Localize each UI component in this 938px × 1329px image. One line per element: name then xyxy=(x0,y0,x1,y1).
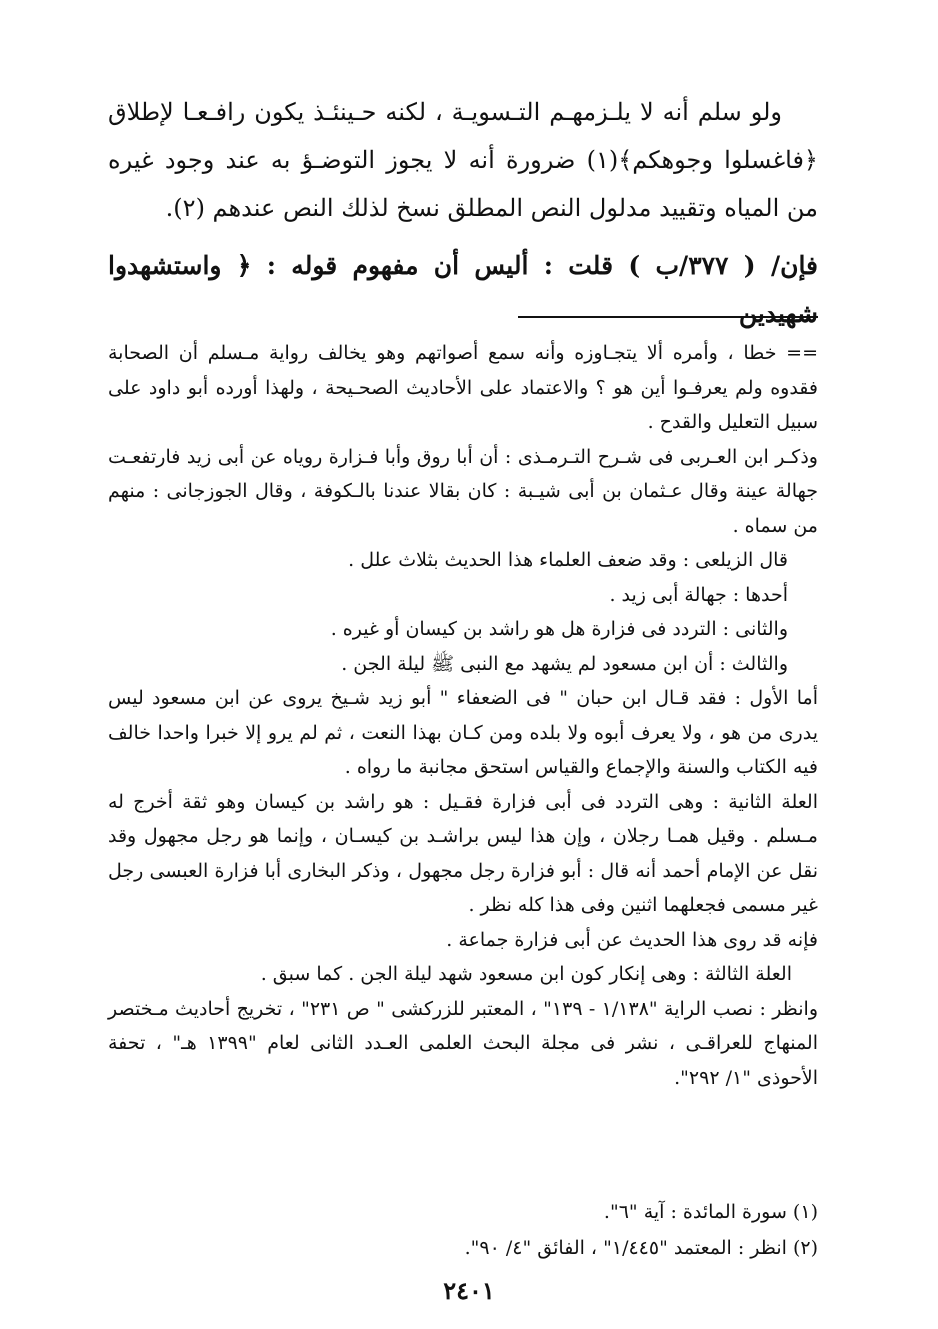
notes-section xyxy=(108,336,818,1095)
page-number: ٢٤٠١ xyxy=(443,1276,495,1305)
note-paragraph-8: العلة الثانية : وهى التردد فى أبى فزارة فقـيل : هو راشد بن كيسان وهو ثقة أخرج له مـسلم . وقيل همـا رجلان ، وإن هذا ليس براشـد بن كيسـان ، وإنما هو رجل مجهول وقد نقل عن الإمام أحمد أنه قال : أبو فزارة رجل مجهول ، وذكر البخارى أبا فزارة العبسى رجل غير مسمى فجعلهما اثنين وفى هذا كله نظر . xyxy=(108,790,818,916)
note-paragraph-1: == خطا ، وأمره ألا يتجـاوزه وأنه سمع أصواتهم وهو يخالف رواية مـسلم أن الصحابة فقدوه ولم يعرفـوا أين هو ؟ والاعتماد على الأحاديث الصحـيحة ، ولهذا أورده أبو داود على سبيل التعليل والقدح . xyxy=(108,342,819,433)
footnote-2: (٢) انظر : المعتمد "١/٤٤٥" ، الفائق "٤/ ٩٠". xyxy=(464,1237,818,1259)
note-paragraph-10: العلة الثالثة : وهى إنكار كون ابن مسعود شهد ليلة الجن . كما سبق . xyxy=(260,963,792,985)
main-text xyxy=(108,88,818,338)
note-paragraph-6: والثالث : أن ابن مسعود لم يشهد مع النبى ﷺ ليلة الجن . xyxy=(341,652,788,675)
note-paragraph-4: أحدها : جهالة أبى زيد . xyxy=(609,583,788,606)
note-paragraph-2: وذكـر ابن العـربى فى شـرح التـرمـذى : أن أبا روق وأبا فـزارة روياه عن أبى زيد فارتفعـت جهالة عينة وقال عـثمان بن أبى شيـبة : كان بقالا عندنا بالـكوفة ، وقال الجوزجانى : منهم من سماه . xyxy=(108,445,818,537)
note-paragraph-9: فإنه قد روى هذا الحديث عن أبى فزارة جماعة . xyxy=(446,928,818,951)
note-paragraph-5: والثانى : التردد فى فزارة هل هو راشد بن كيسان أو غيره . xyxy=(330,618,788,640)
note-paragraph-7: أما الأول : فقد قـال ابن حبان " فى الضعفاء " أبو زيد شـيخ يروى عن ابن مسعود ليس يدرى من هو ، ولا يعرف أبوه ولا بلده ومن كـان بهذا النعت ، ثم لم يرو إلا خبرا واحدا خالف فيه الكتاب والسنة والإجماع والقياس استحق مجانبة ما رواه . xyxy=(108,687,818,778)
footnotes xyxy=(108,1194,818,1266)
main-paragraph-2: فإن/ ( ٣٧٧/ب ) قلت : أليس أن مفهوم قوله : ﴿ واستشهدوا شهيدين xyxy=(108,251,819,328)
main-paragraph-1: ولو سلم أنه لا يلـزمهـم التـسويـة ، لكنه حـينئـذ يكون رافـعـا لإطلاق ﴿فاغسلوا وجوهكم﴾(١) ضرورة أنه لا يجوز التوضـؤ به عند وجود غيره من المياه وتقييد مدلول النص المطلق نسخ لذلك النص عندهم (٢). xyxy=(108,98,818,222)
note-paragraph-11: وانظر : نصب الراية "١/١٣٨ - ١٣٩" ، المعتبر للزركشى " ص ٢٣١" ، تخريج أحاديث مـختصر المنهاج للعراقـى ، نشر فى مجلة البحث العلمى العـدد الثانى لعام "١٣٩٩ هـ" ، تحفة الأحوذى "١/ ٢٩٢". xyxy=(108,997,819,1089)
footnote-1: (١) سورة المائدة : آية "٦". xyxy=(603,1201,818,1223)
footnote-divider xyxy=(518,316,818,318)
note-paragraph-3: قال الزيلعى : وقد ضعف العلماء هذا الحديث بثلاث علل . xyxy=(348,549,788,571)
